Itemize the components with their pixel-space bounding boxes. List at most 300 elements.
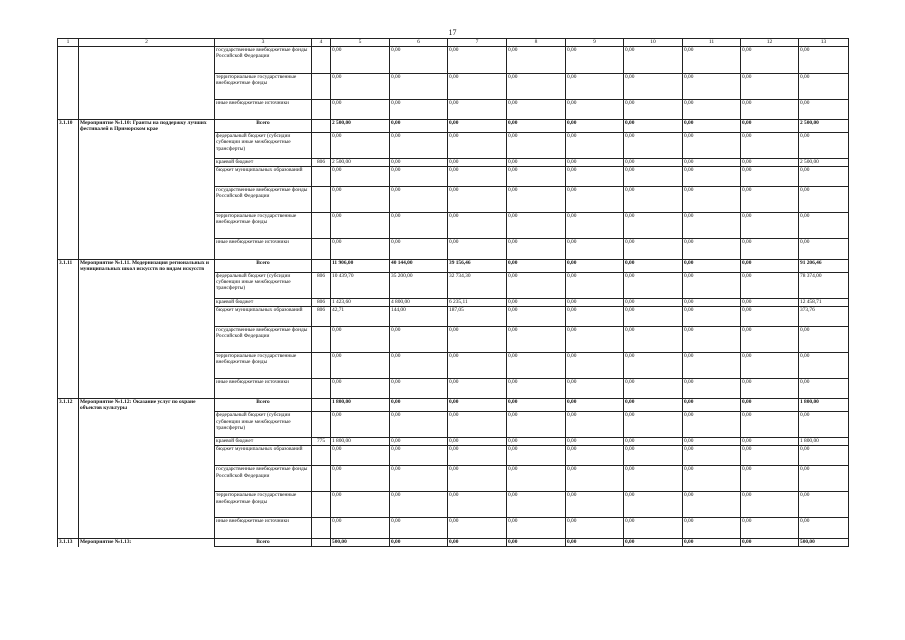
amount-cell: 0,00 [683, 259, 741, 272]
amount-cell: 0,00 [799, 326, 849, 352]
amount-cell: 0,00 [741, 378, 799, 399]
amount-cell: 0,00 [331, 239, 390, 260]
amount-cell: 0,00 [507, 466, 566, 492]
amount-cell: 0,00 [624, 438, 683, 446]
amount-cell: 0,00 [566, 133, 624, 159]
funding-source: иные внебюджетные источники [215, 378, 312, 399]
table-row [58, 298, 849, 306]
grbs-code [312, 412, 331, 438]
activity-name [79, 412, 215, 438]
amount-cell: 0,00 [624, 133, 683, 159]
amount-cell: 0,00 [507, 259, 566, 272]
amount-cell: 6 235,11 [448, 298, 507, 306]
amount-cell: 0,00 [683, 99, 741, 120]
activity-name: Мероприятие №1.13: [79, 538, 215, 547]
amount-cell: 0,00 [683, 466, 741, 492]
funding-source: государственные внебюджетные фонды Российской Федерации [215, 466, 312, 492]
amount-cell: 0,00 [683, 47, 741, 74]
activity-code [58, 99, 79, 120]
amount-cell: 0,00 [507, 438, 566, 446]
amount-cell: 0,00 [799, 73, 849, 99]
amount-cell: 0,00 [799, 518, 849, 539]
table-row [58, 187, 849, 213]
activity-code [58, 492, 79, 518]
amount-cell: 0,00 [507, 378, 566, 399]
funding-source: иные внебюджетные источники [215, 239, 312, 260]
amount-cell: 0,00 [741, 306, 799, 326]
activity-code [58, 159, 79, 167]
amount-cell: 0,00 [566, 466, 624, 492]
amount-cell: 0,00 [390, 438, 448, 446]
amount-cell: 0,00 [566, 239, 624, 260]
funding-source: территориальные государственные внебюджетные фонды [215, 73, 312, 99]
amount-cell: 0,00 [390, 213, 448, 239]
table-row [58, 518, 849, 539]
amount-cell: 1 800,00 [331, 399, 390, 412]
activity-name [79, 167, 215, 187]
amount-cell: 0,00 [741, 446, 799, 466]
amount-cell: 0,00 [448, 167, 507, 187]
amount-cell: 0,00 [331, 326, 390, 352]
amount-cell: 0,00 [566, 518, 624, 539]
amount-cell: 0,00 [331, 492, 390, 518]
activity-name [79, 466, 215, 492]
amount-cell: 0,00 [799, 187, 849, 213]
activity-code: 3.1.12 [58, 399, 79, 412]
activity-name [79, 272, 215, 298]
grbs-code: 806 [312, 159, 331, 167]
funding-source: территориальные государственные внебюджетные фонды [215, 492, 312, 518]
amount-cell: 0,00 [683, 73, 741, 99]
amount-cell: 0,00 [624, 159, 683, 167]
amount-cell: 0,00 [566, 446, 624, 466]
funding-source: государственные внебюджетные фонды Российской Федерации [215, 47, 312, 74]
table-row [58, 492, 849, 518]
amount-cell: 0,00 [390, 492, 448, 518]
activity-name [79, 326, 215, 352]
amount-cell: 0,00 [799, 446, 849, 466]
amount-cell: 0,00 [507, 326, 566, 352]
activity-name [79, 239, 215, 260]
amount-cell: 0,00 [448, 326, 507, 352]
activity-name [79, 378, 215, 399]
header-cell: 1 [58, 39, 79, 47]
amount-cell: 0,00 [507, 120, 566, 133]
amount-cell: 0,00 [448, 187, 507, 213]
amount-cell: 0,00 [448, 120, 507, 133]
amount-cell: 0,00 [507, 133, 566, 159]
funding-source: государственные внебюджетные фонды Российской Федерации [215, 187, 312, 213]
amount-cell: 32 734,30 [448, 272, 507, 298]
amount-cell: 0,00 [624, 73, 683, 99]
amount-cell: 0,00 [390, 167, 448, 187]
amount-cell: 0,00 [741, 167, 799, 187]
amount-cell: 0,00 [448, 438, 507, 446]
amount-cell: 0,00 [566, 399, 624, 412]
amount-cell: 0,00 [507, 272, 566, 298]
amount-cell: 39 156,46 [448, 259, 507, 272]
amount-cell: 0,00 [624, 326, 683, 352]
table-row [58, 73, 849, 99]
amount-cell: 0,00 [741, 352, 799, 378]
amount-cell: 0,00 [507, 518, 566, 539]
amount-cell: 0,00 [566, 352, 624, 378]
header-cell: 12 [741, 39, 799, 47]
table-row [58, 272, 849, 298]
amount-cell: 0,00 [741, 326, 799, 352]
amount-cell: 0,00 [448, 378, 507, 399]
header-cell: 13 [799, 39, 849, 47]
amount-cell: 0,00 [448, 47, 507, 74]
grbs-code: 806 [312, 306, 331, 326]
amount-cell: 0,00 [507, 538, 566, 547]
page-number: 17 [448, 28, 457, 37]
amount-cell: 0,00 [741, 73, 799, 99]
amount-cell: 0,00 [741, 259, 799, 272]
amount-cell: 0,00 [799, 167, 849, 187]
budget-table [57, 38, 849, 547]
amount-cell: 0,00 [624, 298, 683, 306]
amount-cell: 0,00 [390, 239, 448, 260]
amount-cell: 0,00 [683, 352, 741, 378]
amount-cell: 0,00 [507, 213, 566, 239]
grbs-code [312, 326, 331, 352]
amount-cell: 0,00 [331, 412, 390, 438]
table-row-total [58, 259, 849, 272]
amount-cell: 0,00 [331, 167, 390, 187]
activity-name [79, 187, 215, 213]
funding-source: федеральный бюджет (субсидии субвенции иные межбюджетные трансферты) [215, 133, 312, 159]
header-cell: 2 [79, 39, 215, 47]
amount-cell: 0,00 [799, 133, 849, 159]
header-cell: 8 [507, 39, 566, 47]
amount-cell: 2 500,00 [331, 159, 390, 167]
amount-cell: 0,00 [390, 378, 448, 399]
amount-cell: 0,00 [507, 159, 566, 167]
amount-cell: 0,00 [624, 412, 683, 438]
grbs-code [312, 213, 331, 239]
amount-cell: 0,00 [331, 73, 390, 99]
amount-cell: 0,00 [390, 326, 448, 352]
amount-cell: 0,00 [566, 187, 624, 213]
amount-cell: 0,00 [448, 412, 507, 438]
amount-cell: 2 500,00 [799, 159, 849, 167]
amount-cell: 0,00 [683, 306, 741, 326]
amount-cell: 0,00 [507, 167, 566, 187]
amount-cell: 0,00 [741, 133, 799, 159]
amount-cell: 0,00 [448, 466, 507, 492]
funding-source: краевой бюджет [215, 298, 312, 306]
grbs-code [312, 538, 331, 547]
header-row [58, 39, 849, 47]
amount-cell: 0,00 [741, 120, 799, 133]
activity-name: Мероприятие №1.12: Оказание услуг по охране объектов культуры [79, 399, 215, 412]
header-cell: 4 [312, 39, 331, 47]
amount-cell: 0,00 [683, 167, 741, 187]
amount-cell: 0,00 [741, 239, 799, 260]
amount-cell: 0,00 [507, 306, 566, 326]
amount-cell: 0,00 [390, 518, 448, 539]
amount-cell: 0,00 [448, 99, 507, 120]
activity-name [79, 446, 215, 466]
header-cell: 3 [215, 39, 312, 47]
funding-source: Всего [215, 538, 312, 547]
amount-cell: 0,00 [741, 399, 799, 412]
funding-source: иные внебюджетные источники [215, 99, 312, 120]
amount-cell: 2 500,00 [799, 120, 849, 133]
amount-cell: 0,00 [683, 213, 741, 239]
table-row [58, 167, 849, 187]
table-row [58, 213, 849, 239]
funding-source: федеральный бюджет (субсидии субвенции иные межбюджетные трансферты) [215, 412, 312, 438]
amount-cell: 4 800,00 [390, 298, 448, 306]
amount-cell: 0,00 [507, 187, 566, 213]
table-row [58, 412, 849, 438]
activity-code: 3.1.10 [58, 120, 79, 133]
amount-cell: 0,00 [390, 446, 448, 466]
header-cell: 9 [566, 39, 624, 47]
amount-cell: 0,00 [566, 412, 624, 438]
amount-cell: 500,00 [799, 538, 849, 547]
amount-cell: 0,00 [331, 518, 390, 539]
amount-cell: 0,00 [566, 159, 624, 167]
funding-source: Всего [215, 399, 312, 412]
amount-cell: 0,00 [507, 352, 566, 378]
amount-cell: 1 800,00 [799, 438, 849, 446]
amount-cell: 0,00 [683, 412, 741, 438]
grbs-code [312, 492, 331, 518]
amount-cell: 0,00 [624, 272, 683, 298]
activity-code [58, 518, 79, 539]
amount-cell: 1 423,60 [331, 298, 390, 306]
amount-cell: 0,00 [390, 99, 448, 120]
grbs-code [312, 466, 331, 492]
amount-cell: 0,00 [624, 99, 683, 120]
amount-cell: 0,00 [683, 518, 741, 539]
amount-cell: 0,00 [566, 326, 624, 352]
amount-cell: 0,00 [624, 167, 683, 187]
amount-cell: 0,00 [331, 213, 390, 239]
amount-cell: 0,00 [507, 239, 566, 260]
activity-code [58, 326, 79, 352]
activity-code: 3.1.13 [58, 538, 79, 547]
amount-cell: 0,00 [624, 187, 683, 213]
grbs-code [312, 133, 331, 159]
table-row [58, 378, 849, 399]
activity-code [58, 306, 79, 326]
header-cell: 7 [448, 39, 507, 47]
table-row [58, 306, 849, 326]
amount-cell: 0,00 [683, 298, 741, 306]
amount-cell: 0,00 [741, 412, 799, 438]
activity-code [58, 412, 79, 438]
activity-name [79, 438, 215, 446]
activity-code [58, 352, 79, 378]
amount-cell: 0,00 [566, 272, 624, 298]
amount-cell: 0,00 [683, 378, 741, 399]
amount-cell: 0,00 [799, 213, 849, 239]
grbs-code [312, 352, 331, 378]
amount-cell: 0,00 [683, 438, 741, 446]
amount-cell: 12 458,71 [799, 298, 849, 306]
amount-cell: 0,00 [566, 259, 624, 272]
table-body [58, 39, 849, 547]
funding-source: бюджет муниципальных образований [215, 306, 312, 326]
amount-cell: 42,71 [331, 306, 390, 326]
amount-cell: 0,00 [683, 239, 741, 260]
activity-name [79, 518, 215, 539]
activity-code [58, 466, 79, 492]
amount-cell: 0,00 [566, 438, 624, 446]
amount-cell: 0,00 [741, 298, 799, 306]
table-row [58, 466, 849, 492]
funding-source: государственные внебюджетные фонды Российской Федерации [215, 326, 312, 352]
amount-cell: 0,00 [331, 99, 390, 120]
amount-cell: 0,00 [566, 492, 624, 518]
activity-code [58, 73, 79, 99]
activity-name [79, 73, 215, 99]
amount-cell: 0,00 [448, 239, 507, 260]
amount-cell: 0,00 [331, 466, 390, 492]
activity-name [79, 298, 215, 306]
amount-cell: 0,00 [448, 399, 507, 412]
amount-cell: 91 206,46 [799, 259, 849, 272]
activity-name [79, 213, 215, 239]
amount-cell: 0,00 [390, 399, 448, 412]
table-row [58, 99, 849, 120]
funding-source: Всего [215, 120, 312, 133]
amount-cell: 0,00 [624, 446, 683, 466]
amount-cell: 35 200,00 [390, 272, 448, 298]
funding-source: краевой бюджет [215, 159, 312, 167]
grbs-code [312, 259, 331, 272]
amount-cell: 0,00 [741, 187, 799, 213]
activity-name [79, 352, 215, 378]
amount-cell: 0,00 [741, 272, 799, 298]
amount-cell: 0,00 [741, 538, 799, 547]
amount-cell: 0,00 [624, 352, 683, 378]
activity-name: Мероприятие №1.10: Гранты на поддержку лучших фестивалей в Приморском крае [79, 120, 215, 133]
amount-cell: 0,00 [624, 538, 683, 547]
header-cell: 10 [624, 39, 683, 47]
activity-code [58, 438, 79, 446]
amount-cell: 0,00 [683, 133, 741, 159]
table-row-total [58, 399, 849, 412]
amount-cell: 0,00 [331, 446, 390, 466]
amount-cell: 0,00 [624, 378, 683, 399]
activity-code [58, 272, 79, 298]
amount-cell: 0,00 [566, 378, 624, 399]
amount-cell: 0,00 [624, 239, 683, 260]
amount-cell: 0,00 [799, 352, 849, 378]
amount-cell: 0,00 [390, 187, 448, 213]
amount-cell: 0,00 [390, 47, 448, 74]
activity-name [79, 99, 215, 120]
amount-cell: 0,00 [683, 272, 741, 298]
activity-code [58, 213, 79, 239]
amount-cell: 10 439,70 [331, 272, 390, 298]
amount-cell: 0,00 [683, 326, 741, 352]
header-cell: 5 [331, 39, 390, 47]
amount-cell: 0,00 [507, 412, 566, 438]
amount-cell: 0,00 [390, 466, 448, 492]
amount-cell: 0,00 [566, 213, 624, 239]
amount-cell: 500,00 [331, 538, 390, 547]
activity-code [58, 133, 79, 159]
activity-name [79, 306, 215, 326]
amount-cell: 0,00 [799, 378, 849, 399]
amount-cell: 0,00 [799, 492, 849, 518]
activity-name [79, 492, 215, 518]
amount-cell: 0,00 [331, 378, 390, 399]
amount-cell: 0,00 [683, 446, 741, 466]
table-row [58, 133, 849, 159]
amount-cell: 2 500,00 [331, 120, 390, 133]
amount-cell: 0,00 [799, 239, 849, 260]
amount-cell: 0,00 [331, 47, 390, 74]
grbs-code [312, 47, 331, 74]
amount-cell: 0,00 [566, 306, 624, 326]
activity-code: 3.1.11 [58, 259, 79, 272]
funding-source: бюджет муниципальных образований [215, 446, 312, 466]
amount-cell: 0,00 [507, 47, 566, 74]
funding-source: иные внебюджетные источники [215, 518, 312, 539]
amount-cell: 0,00 [390, 538, 448, 547]
activity-code [58, 239, 79, 260]
amount-cell: 0,00 [624, 306, 683, 326]
amount-cell: 1 800,00 [799, 399, 849, 412]
activity-code [58, 446, 79, 466]
amount-cell: 0,00 [507, 492, 566, 518]
grbs-code [312, 239, 331, 260]
amount-cell: 0,00 [683, 159, 741, 167]
amount-cell: 0,00 [624, 120, 683, 133]
amount-cell: 0,00 [507, 446, 566, 466]
activity-code [58, 378, 79, 399]
amount-cell: 0,00 [448, 492, 507, 518]
amount-cell: 0,00 [448, 538, 507, 547]
amount-cell: 0,00 [448, 133, 507, 159]
amount-cell: 0,00 [566, 120, 624, 133]
amount-cell: 0,00 [741, 47, 799, 74]
grbs-code: 775 [312, 438, 331, 446]
amount-cell: 0,00 [624, 399, 683, 412]
amount-cell: 0,00 [624, 466, 683, 492]
activity-name [79, 47, 215, 74]
grbs-code [312, 99, 331, 120]
amount-cell: 0,00 [799, 412, 849, 438]
table-row [58, 47, 849, 74]
table-row [58, 159, 849, 167]
funding-source: территориальные государственные внебюджетные фонды [215, 352, 312, 378]
header-cell: 6 [390, 39, 448, 47]
table-row-total [58, 120, 849, 133]
amount-cell: 0,00 [683, 399, 741, 412]
amount-cell: 0,00 [390, 120, 448, 133]
amount-cell: 0,00 [741, 466, 799, 492]
amount-cell: 0,00 [741, 159, 799, 167]
amount-cell: 0,00 [683, 538, 741, 547]
amount-cell: 0,00 [799, 47, 849, 74]
amount-cell: 0,00 [741, 518, 799, 539]
grbs-code [312, 399, 331, 412]
amount-cell: 0,00 [799, 466, 849, 492]
amount-cell: 0,00 [566, 47, 624, 74]
amount-cell: 0,00 [331, 133, 390, 159]
activity-name [79, 159, 215, 167]
amount-cell: 0,00 [683, 492, 741, 518]
grbs-code [312, 378, 331, 399]
